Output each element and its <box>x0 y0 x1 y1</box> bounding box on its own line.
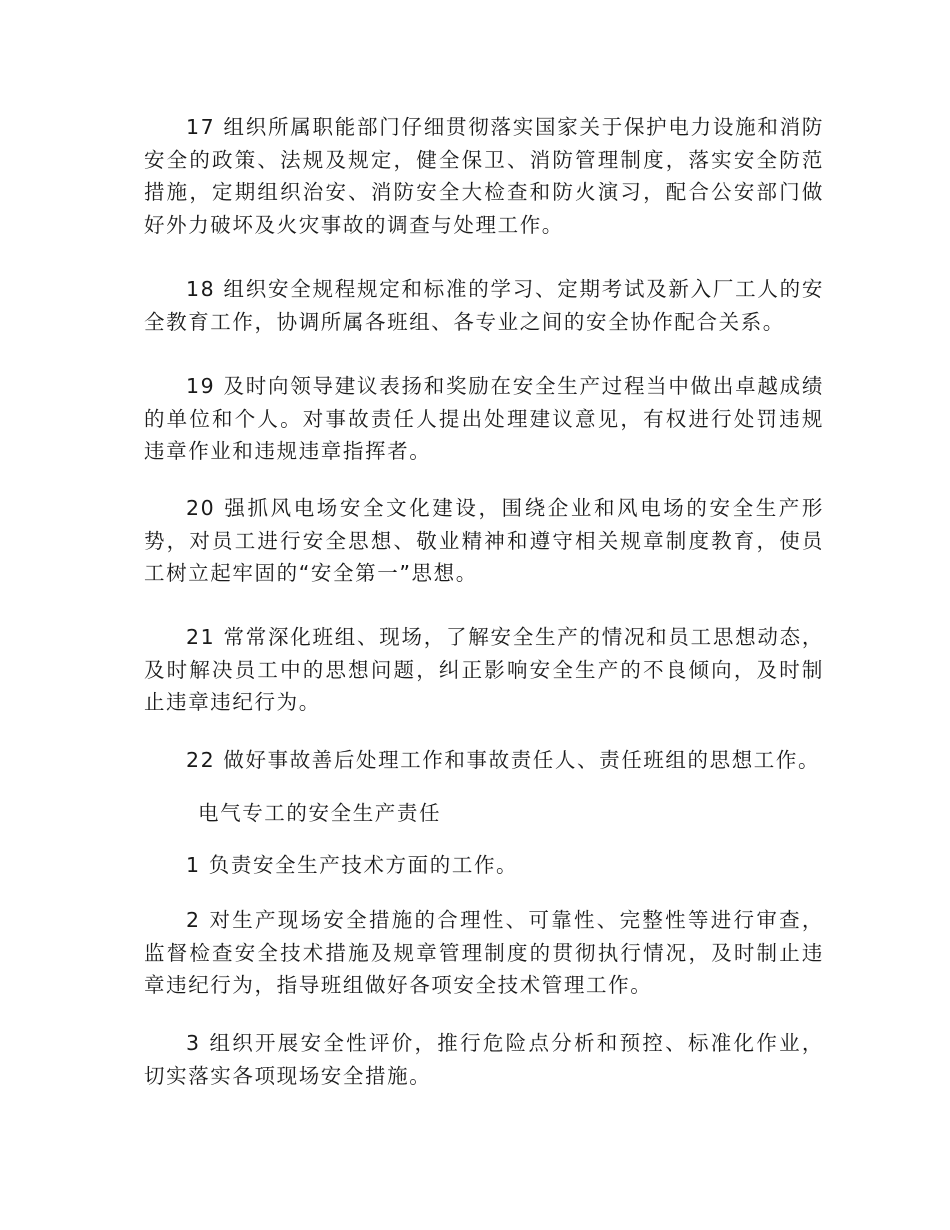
paragraph-17: 17 组织所属职能部门仔细贯彻落实国家关于保护电力设施和消防安全的政策、法规及规定，健全保卫、消防管理制度，落实安全防范措施，定期组织治安、消防安全大检查和防火演习，配合公安部门做好外力破坏及火灾事故的调查与处理工作。 <box>144 115 824 237</box>
item-2: 2 对生产现场安全措施的合理性、可靠性、完整性等进行审查，监督检查安全技术措施及规章管理制度的贯彻执行情况，及时制止违章违纪行为，指导班组做好各项安全技术管理工作。 <box>144 908 824 997</box>
paragraph-18: 18 组织安全规程规定和标准的学习、定期考试及新入厂工人的安全教育工作，协调所属各班组、各专业之间的安全协作配合关系。 <box>144 277 824 334</box>
paragraph-22: 22 做好事故善后处理工作和事故责任人、责任班组的思想工作。 <box>186 748 821 772</box>
section-heading: 电气专工的安全生产责任 <box>198 801 442 825</box>
paragraph-21: 21 常常深化班组、现场，了解安全生产的情况和员工思想动态，及时解决员工中的思想问题，纠正影响安全生产的不良倾向，及时制止违章违纪行为。 <box>144 625 824 714</box>
item-1: 1 负责安全生产技术方面的工作。 <box>186 853 519 877</box>
paragraph-19: 19 及时向领导建议表扬和奖励在安全生产过程当中做出卓越成绩的单位和个人。对事故责任人提出处理建议意见，有权进行处罚违规违章作业和违规违章指挥者。 <box>144 374 824 463</box>
item-3: 3 组织开展安全性评价，推行危险点分析和预控、标准化作业，切实落实各项现场安全措施。 <box>144 1031 824 1088</box>
paragraph-20: 20 强抓风电场安全文化建设，围绕企业和风电场的安全生产形势，对员工进行安全思想、敬业精神和遵守相关规章制度教育，使员工树立起牢固的“安全第一”思想。 <box>144 496 824 585</box>
